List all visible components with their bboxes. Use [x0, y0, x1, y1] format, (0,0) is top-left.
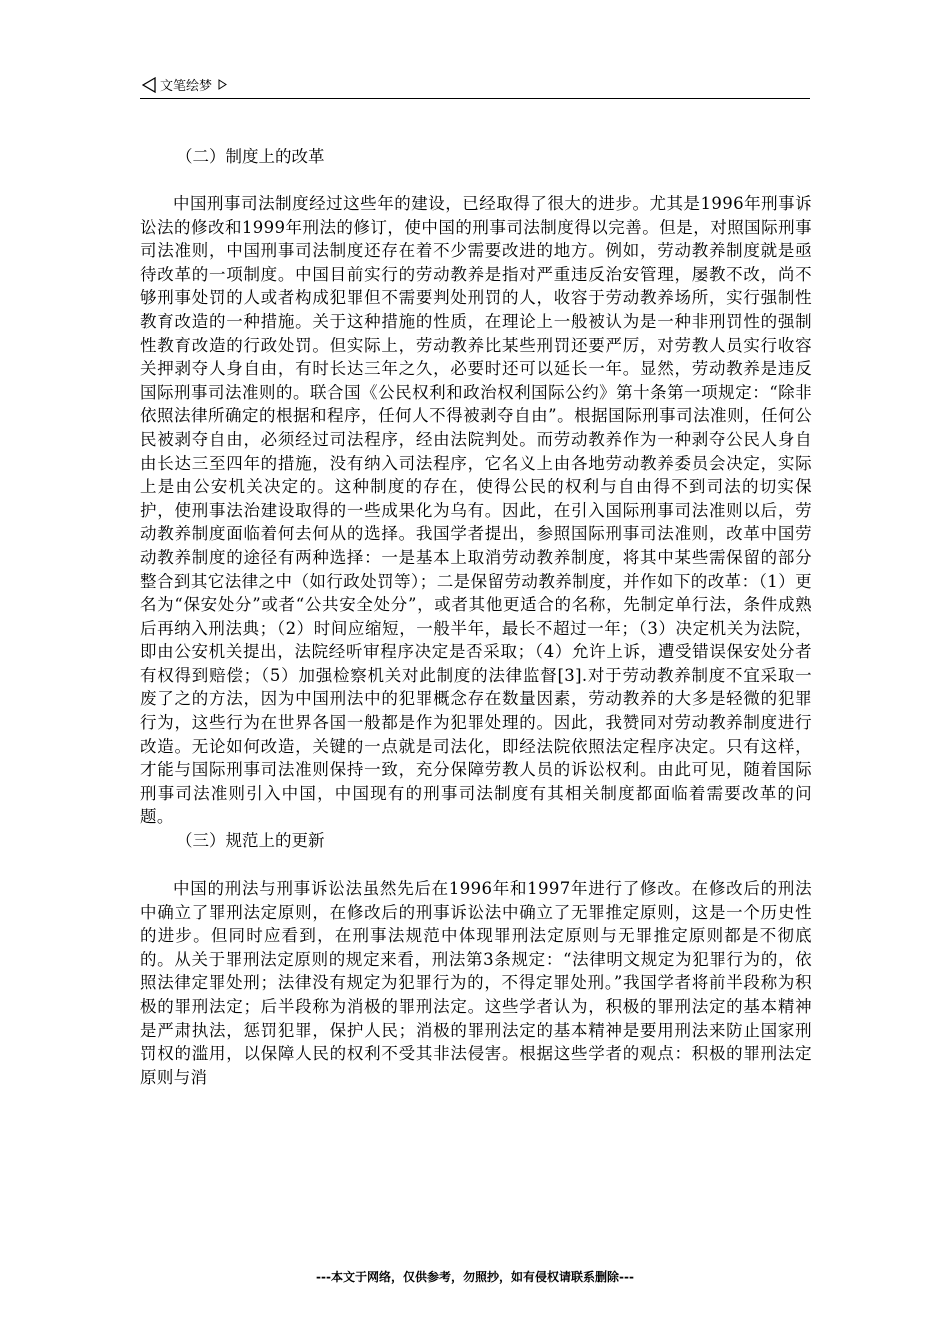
document-body: [140, 145, 812, 1089]
triangle-left-icon: [142, 77, 156, 93]
section-paragraph-2: 中国刑事司法制度经过这些年的建设，已经取得了很大的进步。尤其是1996年刑事诉讼法的修改和1999年刑法的修订，使中国的刑事司法制度得以完善。但是，对照国际刑事司法准则，中国刑事司法制度还存在着不少需要改进的地方。例如，劳动教养制度就是亟待改革的一项制度。中国目前实行的劳动教养是指对严重违反治安管理，屡教不改，尚不够刑事处罚的人或者构成犯罪但不需要判处刑罚的人，收容于劳动教养场所，实行强制性教育改造的一种措施。关于这种措施的性质，在理论上一般被认为是一种非刑罚性的强制性教育改造的行政处罚。但实际上，劳动教养比某些刑罚还要严厉，对劳教人员实行收容关押剥夺人身自由，有时长达三年之久，必要时还可以延长一年。显然，劳动教养是违反国际刑事司法准则的。联合国《公民权利和政治权利国际公约》第十条第一项规定：“除非依照法律所确定的根据和程序，任何人不得被剥夺自由”。根据国际刑事司法准则，任何公民被剥夺自由，必须经过司法程序，经由法院判处。而劳动教养作为一种剥夺公民人身自由长达三至四年的措施，没有纳入司法程序，它名义上由各地劳动教养委员会决定，实际上是由公安机关决定的。这种制度的存在，使得公民的权利与自由得不到司法的切实保护，使刑事法治建设取得的一些成果化为乌有。因此，在引入国际刑事司法准则以后，劳动教养制度面临着何去何从的选择。我国学者提出，参照国际刑事司法准则，改革中国劳动教养制度的途径有两种选择：一是基本上取消劳动教养制度，将其中某些需保留的部分整合到其它法律之中（如行政处罚等）；二是保留劳动教养制度，并作如下的改革：（1）更名为“保安处分”或者“公共安全处分”，或者其他更适合的名称，先制定单行法，条件成熟后再纳入刑法典；（2）时间应缩短，一般半年，最长不超过一年；（3）决定机关为法院，即由公安机关提出，法院经听审程序决定是否采取；（4）允许上诉，遭受错误保安处分者有权得到赔偿；（5）加强检察机关对此制度的法律监督[3].对于劳动教养制度不宜采取一废了之的方法，因为中国刑法中的犯罪概念存在数量因素，劳动教养的大多是轻微的犯罪行为，这些行为在世界各国一般都是作为犯罪处理的。因此，我赞同对劳动教养制度进行改造。无论如何改造，关键的一点就是司法化，即经法院依照法定程序决定。只有这样，才能与国际刑事司法准则保持一致，充分保障劳教人员的诉讼权利。由此可见，随着国际刑事司法准则引入中国，中国现有的刑事司法制度有其相关制度都面临着需要改革的问题。: [140, 194, 812, 827]
section-heading-2: （二）制度上的改革: [176, 147, 325, 166]
triangle-right-icon: [218, 79, 227, 90]
section-paragraph-3: 中国的刑法与刑事诉讼法虽然先后在1996年和1997年进行了修改。在修改后的刑法中确立了罪刑法定原则，在修改后的刑事诉讼法中确立了无罪推定原则，这是一个历史性的进步。但同时应看到，在刑事法规范中体现罪刑法定原则与无罪推定原则都是不彻底的。从关于罪刑法定原则的规定来看，刑法第3条规定：“法律明文规定为犯罪行为的，依照法律定罪处刑；法律没有规定为犯罪行为的，不得定罪处刑。”我国学者将前半段称为积极的罪刑法定；后半段称为消极的罪刑法定。这些学者认为，积极的罪刑法定的基本精神是严肃执法，惩罚犯罪，保护人民；消极的罪刑法定的基本精神是要用刑法来防止国家刑罚权的滥用，以保障人民的权利不受其非法侵害。根据这些学者的观点：积极的罪刑法定原则与消: [140, 879, 812, 1087]
header-title: 文笔绘梦: [160, 79, 213, 94]
page-footer: ---本文于网络，仅供参考，勿照抄，如有侵权请联系删除---: [316, 1270, 634, 1284]
page-header: [140, 72, 810, 99]
header-bar: [142, 75, 227, 94]
section-heading-3: （三）规范上的更新: [176, 831, 325, 851]
